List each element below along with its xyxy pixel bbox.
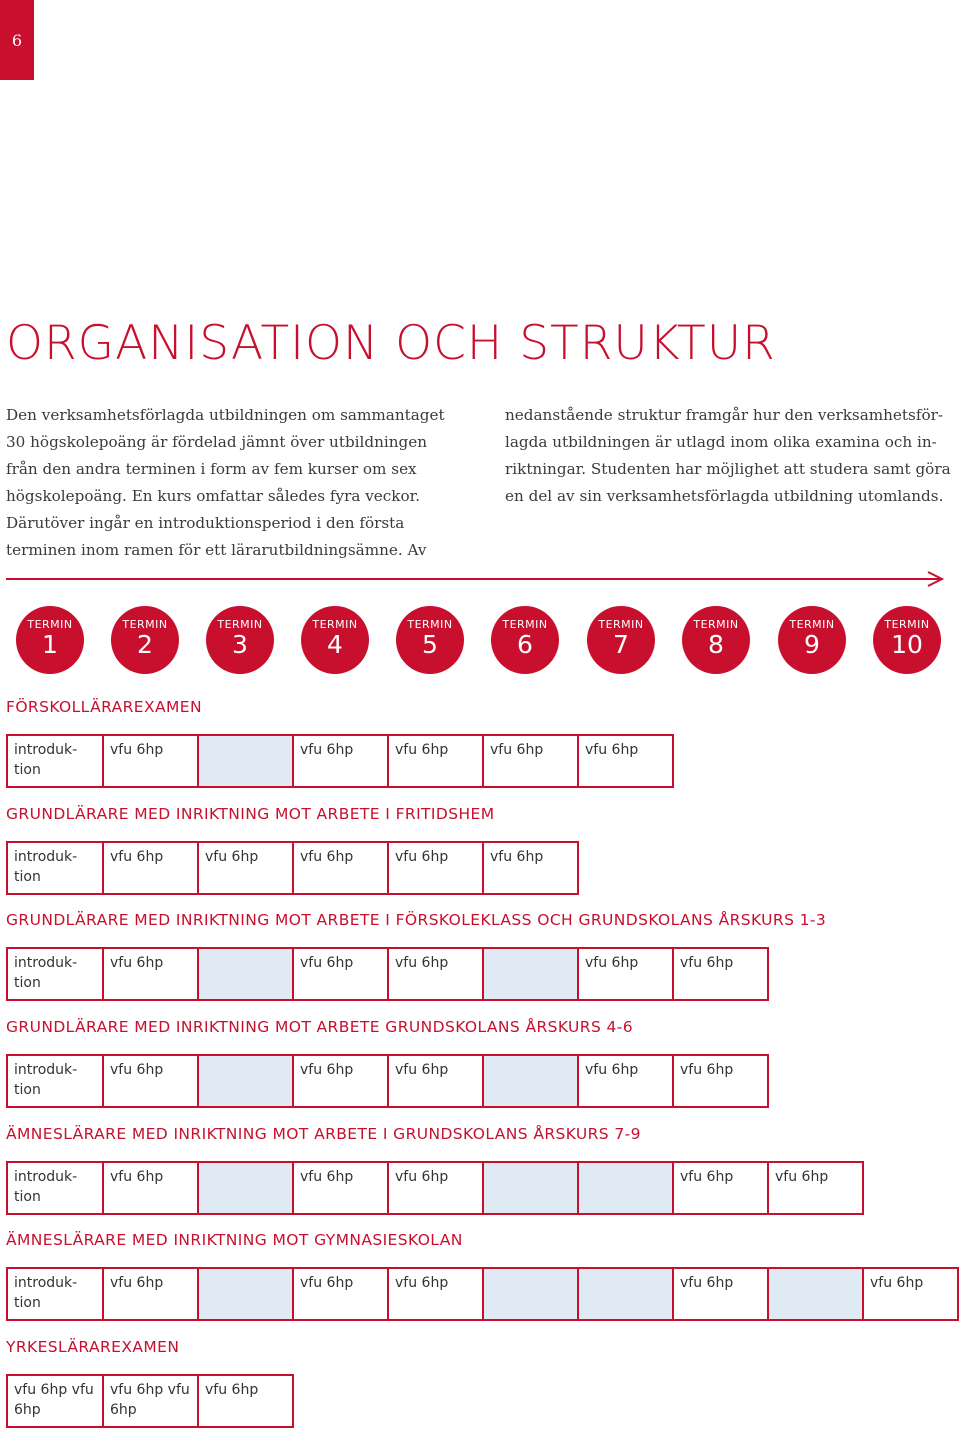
termin-number: 2: [137, 630, 153, 659]
term-cell: vfu 6hp: [672, 1056, 767, 1106]
intro-line: en del av sin verksamhetsförlagda utbildning utomlands.: [505, 487, 944, 505]
termin-number: 3: [232, 630, 248, 659]
termin-circle-4: [301, 606, 369, 674]
term-cell-empty: [197, 1269, 292, 1319]
termin-label: TERMIN: [502, 618, 548, 631]
termin-label: TERMIN: [27, 618, 73, 631]
section-heading: YRKESLÄRAREXAMEN: [6, 1338, 180, 1356]
term-cell: vfu 6hp: [102, 949, 197, 999]
section-heading: GRUNDLÄRARE MED INRIKTNING MOT ARBETE I FRITIDSHEM: [6, 805, 495, 823]
term-cell: vfu 6hp: [387, 1056, 482, 1106]
intro-line: nedanstående struktur framgår hur den verksamhetsför-: [505, 406, 943, 424]
term-cell-empty: [197, 1056, 292, 1106]
term-cell: introduk- tion: [14, 1275, 78, 1311]
page-number: 6: [11, 30, 23, 50]
term-cell: vfu 6hp: [292, 1056, 387, 1106]
termin-number: 6: [517, 630, 533, 659]
term-cell: vfu 6hp: [102, 736, 197, 786]
intro-line: lagda utbildningen är utlagd inom olika examina och in-: [505, 433, 937, 451]
termin-circle-7: [587, 606, 655, 674]
termin-number: 4: [327, 630, 343, 659]
termin-label: TERMIN: [122, 618, 168, 631]
section-heading: GRUNDLÄRARE MED INRIKTNING MOT ARBETE GRUNDSKOLANS ÅRSKURS 4-6: [6, 1018, 634, 1036]
term-cell: vfu 6hp: [387, 1269, 482, 1319]
term-cell: vfu 6hp: [292, 843, 387, 893]
termin-circle-10: [873, 606, 941, 674]
term-cell: vfu 6hp: [387, 736, 482, 786]
termin-circle-9: [778, 606, 846, 674]
termin-circle-6: [491, 606, 559, 674]
term-cell: introduk- tion: [14, 742, 78, 778]
term-row: [6, 1374, 294, 1428]
termin-label: TERMIN: [884, 618, 930, 631]
page-title: ORGANISATION OCH STRUKTUR: [6, 316, 776, 371]
termin-label: TERMIN: [789, 618, 835, 631]
term-cell: vfu 6hp: [672, 1269, 767, 1319]
term-cell: vfu 6hp: [482, 843, 577, 893]
term-cell-empty: [577, 1269, 672, 1319]
intro-line: riktningar. Studenten har möjlighet att studera samt göra: [505, 460, 951, 478]
termin-label: TERMIN: [598, 618, 644, 631]
timeline-arrow: [6, 570, 946, 588]
termin-label: TERMIN: [407, 618, 453, 631]
intro-line: högskolepoäng. En kurs omfattar således fyra veckor.: [6, 487, 421, 505]
page-number-tab: [0, 0, 34, 80]
term-cell-empty: [577, 1163, 672, 1213]
term-row: [6, 1161, 864, 1215]
term-cell: vfu 6hp: [482, 736, 577, 786]
term-cell: vfu 6hp: [672, 949, 767, 999]
term-cell: vfu 6hp: [672, 1163, 767, 1213]
term-cell: vfu 6hp: [577, 1056, 672, 1106]
termin-number: 10: [891, 630, 923, 659]
term-row: [6, 734, 674, 788]
term-cell: vfu 6hp: [292, 736, 387, 786]
intro-line: från den andra terminen i form av fem kurser om sex: [6, 460, 417, 478]
termin-label: TERMIN: [217, 618, 263, 631]
term-cell: vfu 6hp: [387, 843, 482, 893]
termin-number: 9: [804, 630, 820, 659]
term-cell: vfu 6hp: [292, 1269, 387, 1319]
term-row: [6, 1267, 959, 1321]
term-cell-empty: [197, 736, 292, 786]
termin-number: 8: [708, 630, 724, 659]
term-cell: vfu 6hp: [292, 949, 387, 999]
term-cell-empty: [767, 1269, 862, 1319]
section-heading: ÄMNESLÄRARE MED INRIKTNING MOT GYMNASIESKOLAN: [6, 1231, 463, 1249]
intro-line: Därutöver ingår en introduktionsperiod i den första: [6, 514, 405, 532]
term-cell: vfu 6hp: [197, 1376, 292, 1426]
term-cell: vfu 6hp: [862, 1269, 957, 1319]
term-cell: vfu 6hp vfu 6hp: [14, 1382, 94, 1418]
intro-line: 30 högskolepoäng är fördelad jämnt över utbildningen: [6, 433, 428, 451]
term-cell: introduk- tion: [14, 1169, 78, 1205]
term-cell: introduk- tion: [14, 955, 78, 991]
term-cell: vfu 6hp: [102, 1056, 197, 1106]
section-heading: GRUNDLÄRARE MED INRIKTNING MOT ARBETE I FÖRSKOLEKLASS OCH GRUNDSKOLANS ÅRSKURS 1-3: [6, 911, 827, 929]
term-cell: vfu 6hp: [387, 949, 482, 999]
term-cell: vfu 6hp: [387, 1163, 482, 1213]
termin-circle-2: [111, 606, 179, 674]
term-cell: vfu 6hp vfu 6hp: [102, 1376, 197, 1426]
section-heading: FÖRSKOLLÄRAREXAMEN: [6, 698, 202, 716]
term-cell: introduk- tion: [14, 849, 78, 885]
termin-number: 1: [42, 630, 58, 659]
termin-label: TERMIN: [312, 618, 358, 631]
term-cell: introduk- tion: [14, 1062, 78, 1098]
term-cell: vfu 6hp: [767, 1163, 862, 1213]
term-cell: vfu 6hp: [292, 1163, 387, 1213]
term-cell-empty: [482, 1269, 577, 1319]
intro-line: Den verksamhetsförlagda utbildningen om sammantaget: [6, 406, 445, 424]
term-cell: vfu 6hp: [197, 843, 292, 893]
section-heading: ÄMNESLÄRARE MED INRIKTNING MOT ARBETE I GRUNDSKOLANS ÅRSKURS 7-9: [6, 1125, 641, 1143]
intro-right-column: [505, 402, 957, 510]
termin-circle-8: [682, 606, 750, 674]
term-row: [6, 1054, 769, 1108]
termin-circle-3: [206, 606, 274, 674]
term-cell: vfu 6hp: [577, 949, 672, 999]
intro-left-column: [6, 402, 461, 564]
term-cell: vfu 6hp: [577, 736, 672, 786]
term-cell-empty: [482, 1163, 577, 1213]
termin-number: 5: [422, 630, 438, 659]
term-cell-empty: [197, 949, 292, 999]
term-cell: vfu 6hp: [102, 1163, 197, 1213]
termin-circle-5: [396, 606, 464, 674]
term-cell-empty: [197, 1163, 292, 1213]
term-row: [6, 841, 579, 895]
termin-label: TERMIN: [693, 618, 739, 631]
intro-line: terminen inom ramen för ett lärarutbildningsämne. Av: [6, 541, 427, 559]
termin-number: 7: [613, 630, 629, 659]
termin-circle-1: [16, 606, 84, 674]
term-row: [6, 947, 769, 1001]
term-cell: vfu 6hp: [102, 843, 197, 893]
term-cell-empty: [482, 1056, 577, 1106]
term-cell-empty: [482, 949, 577, 999]
term-cell: vfu 6hp: [102, 1269, 197, 1319]
